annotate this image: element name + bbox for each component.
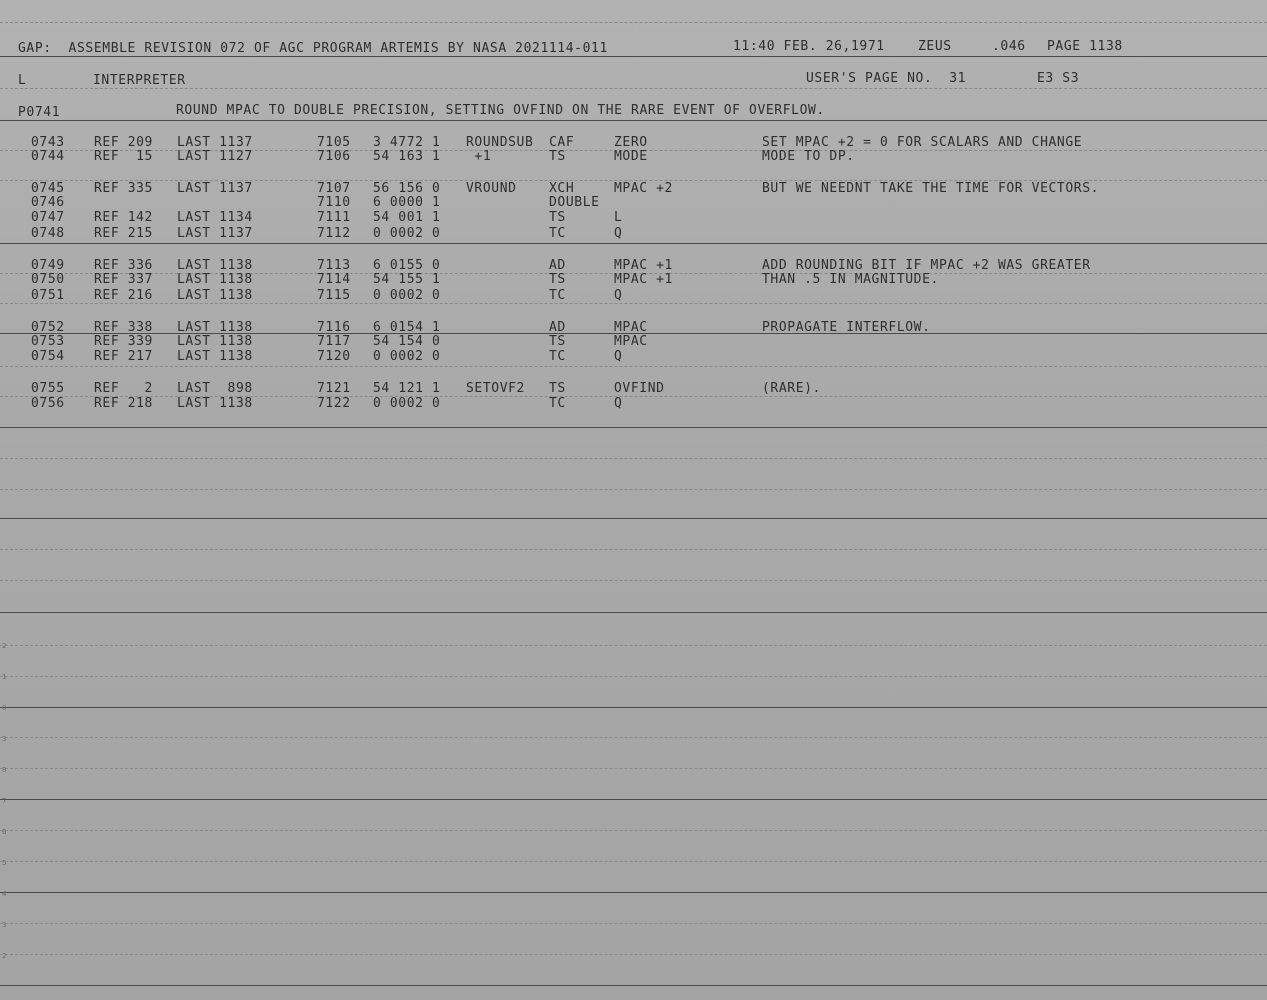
comment: (RARE).: [762, 381, 821, 396]
rule-dashed: [0, 366, 1267, 367]
header-system: ZEUS: [918, 39, 952, 54]
rule-solid: [0, 427, 1267, 428]
rule-solid: [0, 799, 1267, 800]
ref-count: REF 217: [94, 349, 153, 364]
line-number: 0751: [31, 288, 65, 303]
ref-count: REF 215: [94, 226, 153, 241]
last-ref: LAST 1137: [177, 135, 253, 150]
symbol-label: SETOVF2: [466, 381, 525, 396]
operand: MPAC: [614, 320, 648, 335]
opcode: DOUBLE: [549, 195, 600, 210]
operand: MPAC: [614, 334, 648, 349]
rule-dashed: [0, 458, 1267, 459]
octal-word: 54 154 0: [373, 334, 441, 349]
octal-word: 54 121 1: [373, 381, 441, 396]
operand: L: [614, 210, 623, 225]
header-title: GAP: ASSEMBLE REVISION 072 OF AGC PROGRAM ARTEMIS BY NASA 2021114-011: [18, 41, 608, 56]
octal-word: 0 0002 0: [373, 288, 441, 303]
page-heading: ROUND MPAC TO DOUBLE PRECISION, SETTING OVFIND ON THE RARE EVENT OF OVERFLOW.: [176, 103, 825, 118]
octal-word: 6 0000 1: [373, 195, 441, 210]
rule-dashed: [0, 923, 1267, 924]
last-ref: LAST 898: [177, 381, 253, 396]
rule-dashed: [0, 549, 1267, 550]
octal-word: 0 0002 0: [373, 349, 441, 364]
ref-count: REF 337: [94, 272, 153, 287]
margin-mark: 1: [2, 673, 7, 681]
section-name: INTERPRETER: [93, 73, 186, 88]
address: 7111: [317, 210, 351, 225]
address: 7110: [317, 195, 351, 210]
line-number: 0750: [31, 272, 65, 287]
ref-count: REF 209: [94, 135, 153, 150]
symbol-label: +1: [466, 149, 492, 164]
opcode: TS: [549, 381, 566, 396]
last-ref: LAST 1134: [177, 210, 253, 225]
operand: MPAC +2: [614, 181, 673, 196]
octal-word: 0 0002 0: [373, 396, 441, 411]
header-sheet-code: E3 S3: [1037, 71, 1080, 86]
address: 7107: [317, 181, 351, 196]
rule-dashed: [0, 645, 1267, 646]
line-number: 0752: [31, 320, 65, 335]
rule-dashed: [0, 676, 1267, 677]
operand: MPAC +1: [614, 258, 673, 273]
octal-word: 56 156 0: [373, 181, 441, 196]
margin-mark: 0: [2, 704, 7, 712]
header-timestamp: 11:40 FEB. 26,1971: [733, 39, 885, 54]
line-number: 0747: [31, 210, 65, 225]
rule-dashed: [0, 303, 1267, 304]
rule-dashed: [0, 489, 1267, 490]
line-number: 0749: [31, 258, 65, 273]
opcode: TC: [549, 288, 566, 303]
last-ref: LAST 1138: [177, 334, 253, 349]
line-number: 0745: [31, 181, 65, 196]
line-number: 0748: [31, 226, 65, 241]
line-number: 0754: [31, 349, 65, 364]
octal-word: 54 155 1: [373, 272, 441, 287]
operand: MODE: [614, 149, 648, 164]
operand: Q: [614, 288, 623, 303]
line-number: 0744: [31, 149, 65, 164]
header-page: PAGE 1138: [1047, 39, 1123, 54]
rule-solid: [0, 243, 1267, 244]
rule-dashed: [0, 954, 1267, 955]
line-number: 0743: [31, 135, 65, 150]
opcode: TC: [549, 396, 566, 411]
ref-count: REF 339: [94, 334, 153, 349]
ref-count: REF 15: [94, 149, 153, 164]
operand: MPAC +1: [614, 272, 673, 287]
margin-mark: 4: [2, 890, 7, 898]
rule-solid: [0, 985, 1267, 986]
address: 7117: [317, 334, 351, 349]
margin-mark: 8: [2, 766, 7, 774]
line-number: 0753: [31, 334, 65, 349]
opcode: TC: [549, 226, 566, 241]
operand: Q: [614, 349, 623, 364]
opcode: CAF: [549, 135, 575, 150]
last-ref: LAST 1127: [177, 149, 253, 164]
octal-word: 6 0155 0: [373, 258, 441, 273]
address: 7114: [317, 272, 351, 287]
page-label: P0741: [18, 105, 61, 120]
users-page-number: USER'S PAGE NO. 31: [806, 71, 967, 86]
octal-word: 54 163 1: [373, 149, 441, 164]
rule-solid: [0, 707, 1267, 708]
comment: THAN .5 IN MAGNITUDE.: [762, 272, 939, 287]
last-ref: LAST 1137: [177, 226, 253, 241]
opcode: TS: [549, 334, 566, 349]
line-number: 0755: [31, 381, 65, 396]
opcode: AD: [549, 258, 566, 273]
address: 7106: [317, 149, 351, 164]
octal-word: 0 0002 0: [373, 226, 441, 241]
opcode: AD: [549, 320, 566, 335]
octal-word: 6 0154 1: [373, 320, 441, 335]
rule-dashed: [0, 580, 1267, 581]
ref-count: REF 338: [94, 320, 153, 335]
margin-mark: 7: [2, 797, 7, 805]
comment: SET MPAC +2 = 0 FOR SCALARS AND CHANGE: [762, 135, 1083, 150]
rule-dashed: [0, 830, 1267, 831]
comment: PROPAGATE INTERFLOW.: [762, 320, 931, 335]
comment: BUT WE NEEDNT TAKE THE TIME FOR VECTORS.: [762, 181, 1100, 196]
opcode: XCH: [549, 181, 575, 196]
rule-solid: [0, 892, 1267, 893]
operand: OVFIND: [614, 381, 665, 396]
operand: Q: [614, 226, 623, 241]
opcode: TS: [549, 149, 566, 164]
line-number: 0756: [31, 396, 65, 411]
address: 7121: [317, 381, 351, 396]
margin-mark: 2: [2, 952, 7, 960]
line-number: 0746: [31, 195, 65, 210]
ref-count: REF 142: [94, 210, 153, 225]
rule-solid: [0, 612, 1267, 613]
last-ref: LAST 1138: [177, 349, 253, 364]
margin-mark: 5: [2, 859, 7, 867]
ref-count: REF 216: [94, 288, 153, 303]
last-ref: LAST 1138: [177, 320, 253, 335]
rule-dashed: [0, 768, 1267, 769]
rule-dashed: [0, 22, 1267, 23]
address: 7116: [317, 320, 351, 335]
operand: Q: [614, 396, 623, 411]
comment: MODE TO DP.: [762, 149, 855, 164]
address: 7112: [317, 226, 351, 241]
address: 7105: [317, 135, 351, 150]
header-mark: L: [18, 73, 27, 88]
opcode: TS: [549, 272, 566, 287]
opcode: TS: [549, 210, 566, 225]
last-ref: LAST 1138: [177, 396, 253, 411]
symbol-label: VROUND: [466, 181, 517, 196]
address: 7115: [317, 288, 351, 303]
margin-mark: 2: [2, 642, 7, 650]
octal-word: 54 001 1: [373, 210, 441, 225]
ref-count: REF 218: [94, 396, 153, 411]
ref-count: REF 335: [94, 181, 153, 196]
ref-count: REF 2: [94, 381, 153, 396]
rule-solid: [0, 518, 1267, 519]
header-code: .046: [992, 39, 1026, 54]
last-ref: LAST 1138: [177, 272, 253, 287]
symbol-label: ROUNDSUB: [466, 135, 534, 150]
margin-mark: 6: [2, 828, 7, 836]
operand: ZERO: [614, 135, 648, 150]
margin-mark: 3: [2, 921, 7, 929]
last-ref: LAST 1138: [177, 288, 253, 303]
rule-dashed: [0, 861, 1267, 862]
rule-solid: [0, 56, 1267, 57]
ref-count: REF 336: [94, 258, 153, 273]
opcode: TC: [549, 349, 566, 364]
last-ref: LAST 1137: [177, 181, 253, 196]
rule-dashed: [0, 88, 1267, 89]
rule-dashed: [0, 737, 1267, 738]
rule-solid: [0, 120, 1267, 121]
address: 7122: [317, 396, 351, 411]
margin-mark: 3: [2, 735, 7, 743]
octal-word: 3 4772 1: [373, 135, 441, 150]
address: 7113: [317, 258, 351, 273]
address: 7120: [317, 349, 351, 364]
last-ref: LAST 1138: [177, 258, 253, 273]
comment: ADD ROUNDING BIT IF MPAC +2 WAS GREATER: [762, 258, 1091, 273]
